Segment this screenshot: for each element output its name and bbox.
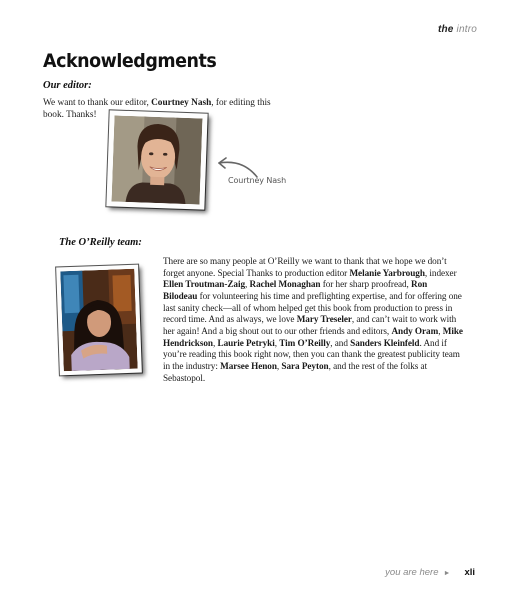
team-text-segment: , and [330, 337, 351, 348]
team-text-segment: There are so many people at O’Reilly we want to thank that we hope we don’t forget anyone. Special Thanks to production editor [163, 256, 447, 278]
team-person-name: Mike Hendrickson [163, 325, 463, 348]
editor-name: Courtney Nash [151, 98, 212, 108]
team-text-segment: , [276, 360, 282, 371]
team-paragraph [163, 256, 463, 384]
running-head-the: the [437, 24, 454, 35]
running-head [438, 24, 477, 35]
team-text-segment: for volunteering his time and preflighting expertise, and for offering one last sanity check—all of whom helped get this book from production to press in record time. And as always, we love [163, 290, 462, 325]
team-text-segment: , and the rest of the folks at Sebastopol. [163, 360, 428, 383]
editor-photo [106, 110, 207, 209]
team-person-name: Ron Bilodeau [163, 279, 428, 301]
running-head-section: intro [456, 24, 477, 35]
page-number: xli [464, 567, 475, 578]
editor-subhead: Our editor: [43, 80, 92, 91]
you-are-here-label: you are here [385, 567, 439, 578]
team-text-segment: , [213, 337, 218, 348]
team-text-segment: , and can’t wait to work with her again! And a big shout out to our other friends and editors, [163, 314, 457, 336]
team-person-name: Melanie Yarbrough [349, 267, 425, 278]
page-footer [385, 567, 475, 578]
team-portrait-image [60, 269, 137, 372]
team-subhead: The O’Reilly team: [59, 237, 142, 248]
team-text-segment: , [274, 337, 280, 348]
editor-portrait-image [112, 115, 203, 204]
editor-text-after: , for editing this book. Thanks! [43, 98, 271, 120]
team-person-name: Mary Treseler [296, 314, 352, 325]
editor-text-before: We want to thank our editor, [43, 98, 152, 108]
team-person-name: Rachel Monaghan [249, 279, 321, 290]
team-person-name: Marsee Henon [220, 360, 277, 371]
page-heading: Acknowledgments [43, 50, 217, 72]
team-person-name: Andy Oram [391, 325, 439, 336]
team-text-segment: . And if you’re reading this book right now, then you can thank the greatest publicity team in the industry: [163, 337, 460, 371]
team-text-segment: , [245, 279, 250, 290]
team-text-segment: , [438, 325, 443, 336]
team-person-name: Tim O’Reilly [279, 337, 331, 348]
team-text-segment: , indexer [424, 267, 457, 278]
team-person-name: Ellen Troutman-Zaig [163, 279, 246, 290]
team-person-name: Sanders Kleinfeld [350, 337, 420, 348]
team-photo [56, 265, 142, 376]
team-person-name: Laurie Petryki [217, 337, 275, 348]
team-text-segment: for her sharp proofread, [320, 279, 412, 290]
photo-caption: Courtney Nash [228, 176, 287, 185]
triangle-right-icon: ► [443, 570, 451, 577]
team-person-name: Sara Peyton [281, 360, 329, 371]
